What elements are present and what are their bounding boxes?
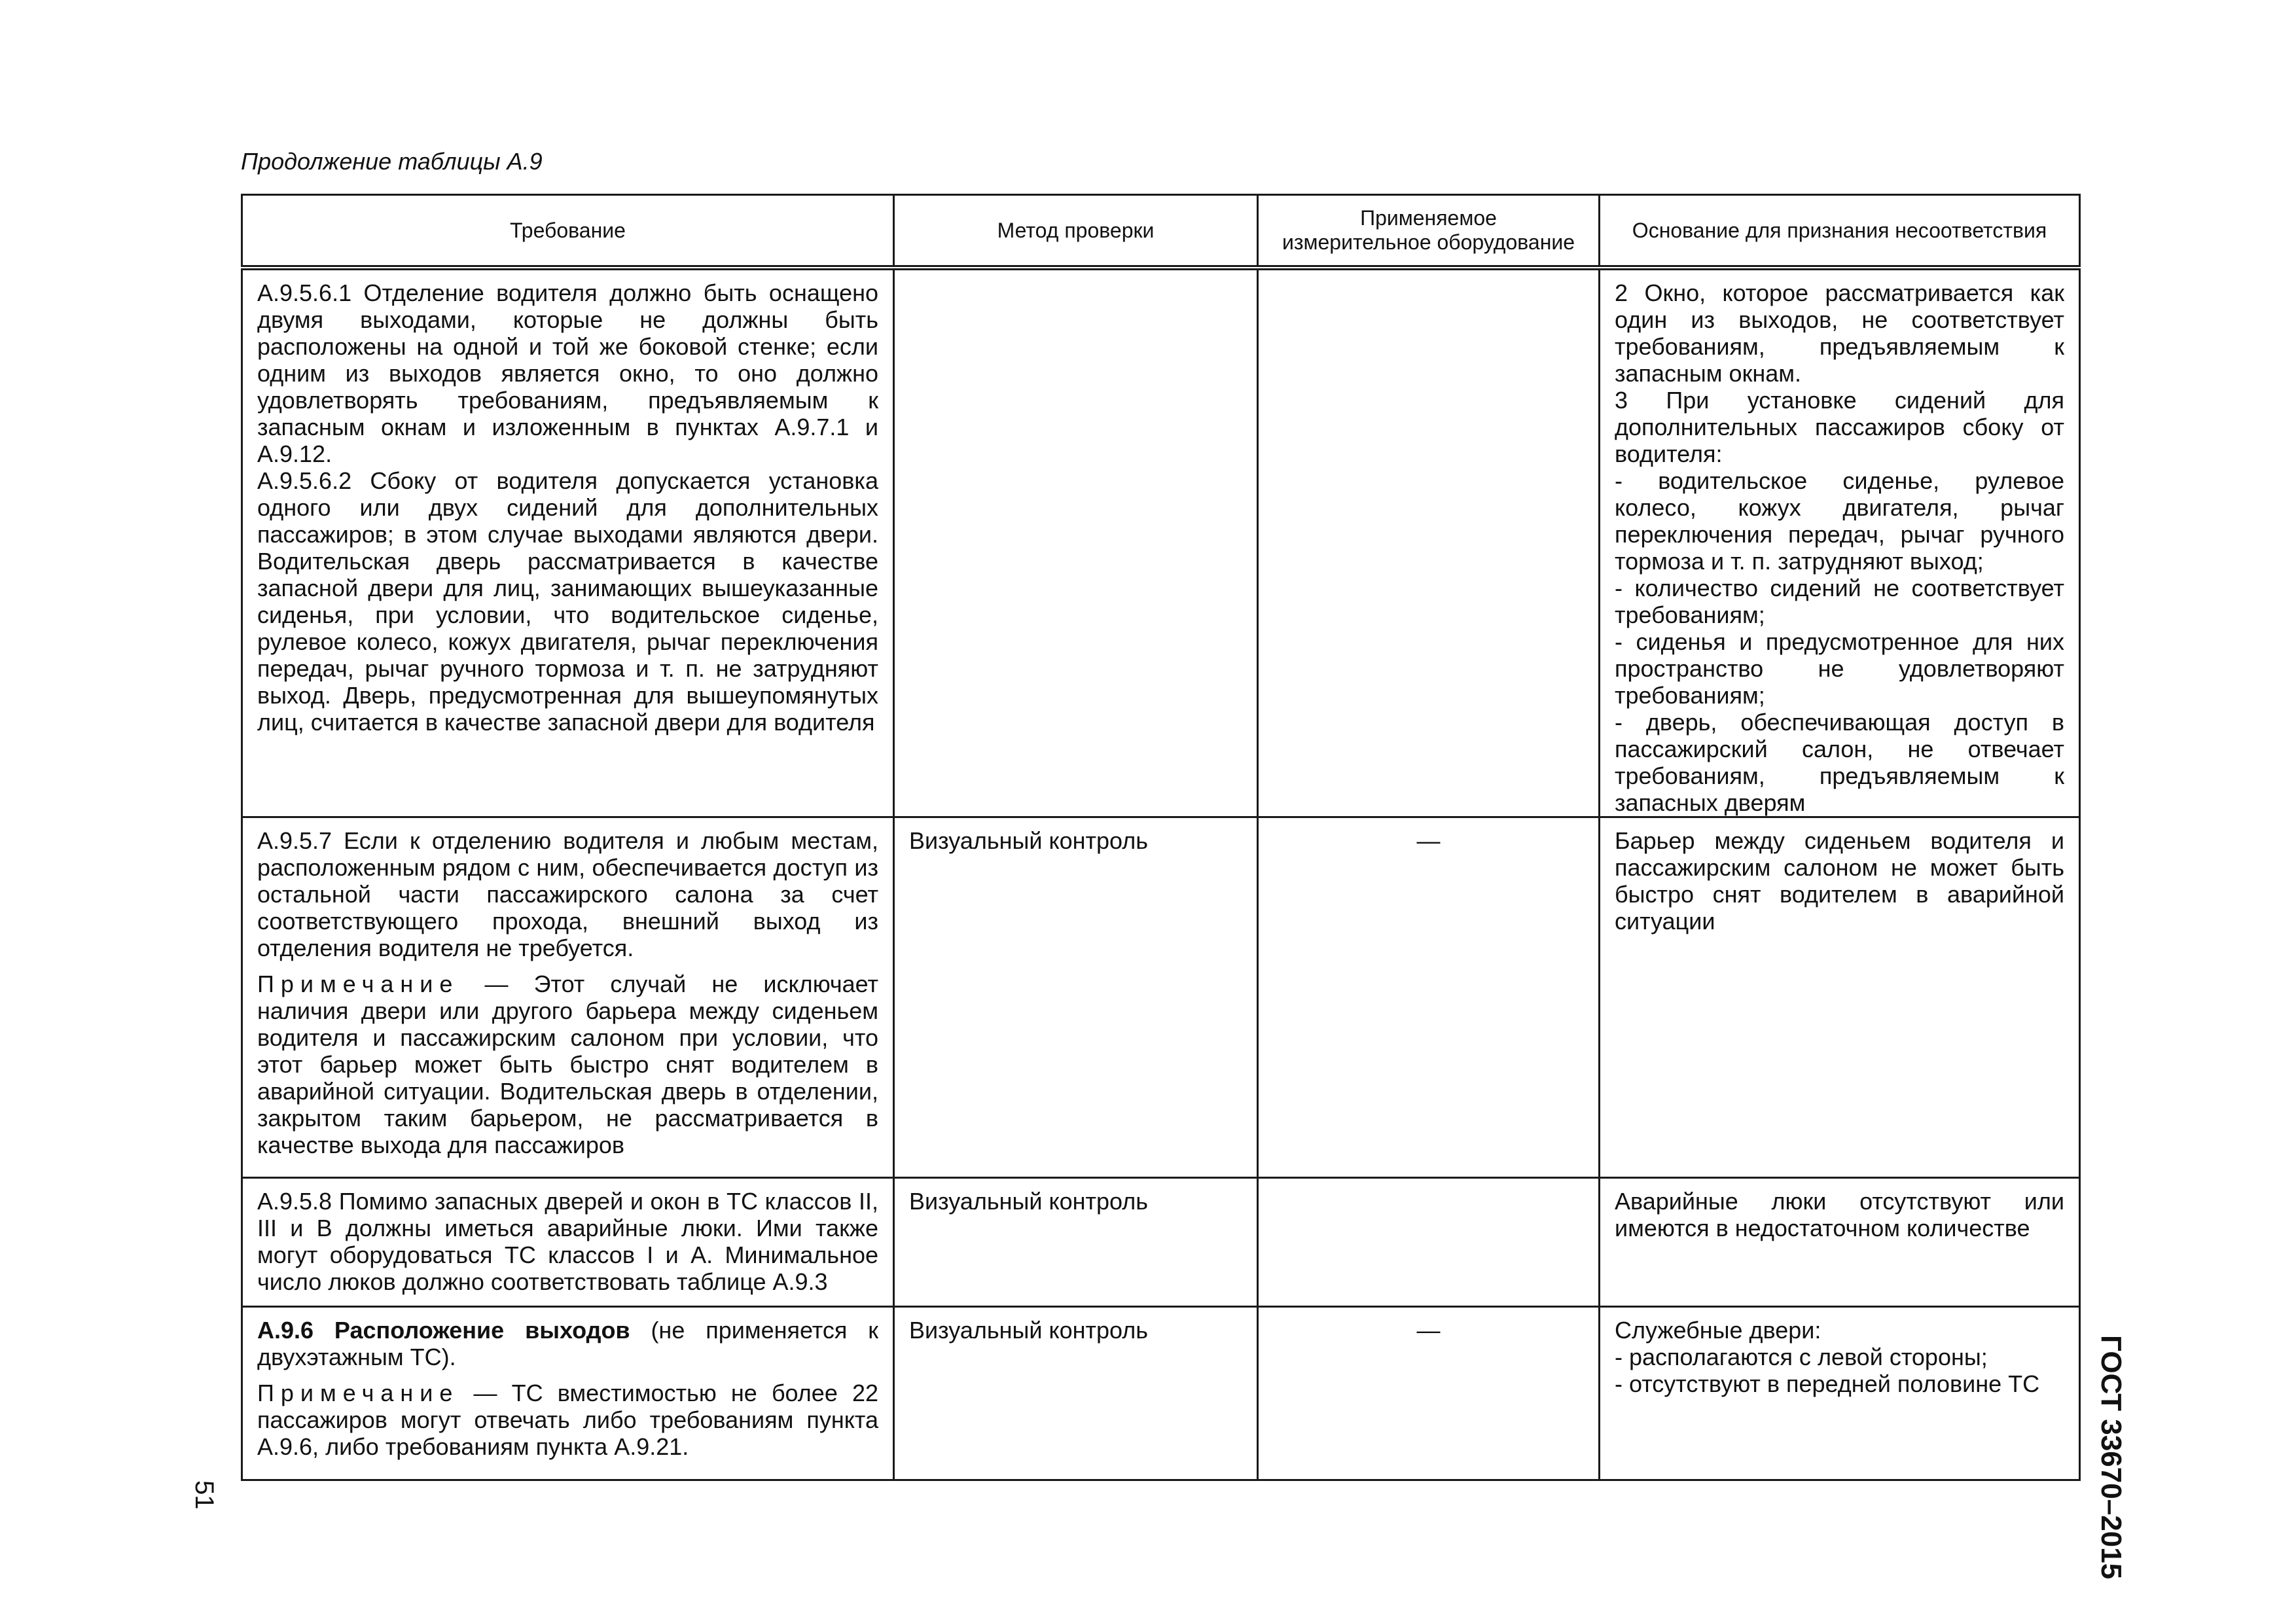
section-heading: А.9.6 Расположение выходов (257, 1317, 630, 1344)
requirements-table (241, 194, 2081, 1481)
table-header-row (242, 195, 2080, 268)
basis-line: 3 При установке сидений для дополнительных пассажиров сбоку от водителя: (1615, 387, 2064, 467)
basis-cell: Аварийные люки отсутствуют или имеются в недостаточном количестве (1600, 1178, 2080, 1307)
basis-line: - отсутствуют в передней половине ТС (1615, 1370, 2040, 1397)
basis-cell (1600, 1307, 2080, 1480)
basis-cell (1600, 268, 2080, 817)
table-caption: Продолжение таблицы А.9 (241, 148, 543, 175)
method-cell: Визуальный контроль (894, 1178, 1258, 1307)
basis-cell: Барьер между сиденьем водителя и пассажирским салоном не может быть быстро снят водителем в аварийной ситуации (1600, 817, 2080, 1178)
basis-line: - сиденья и предусмотренное для них пространство не удовлетворяют требованиям; (1615, 628, 2064, 709)
equipment-cell: — (1258, 817, 1600, 1178)
basis-line: - количество сидений не соответствует требованиям; (1615, 575, 2064, 628)
requirement-note (257, 1380, 878, 1460)
basis-line: 2 Окно, которое рассматривается как один из выходов, не соответствует требованиям, предъявляемым к запасным окнам. (1615, 279, 2064, 387)
header-method: Метод проверки (894, 195, 1258, 268)
requirement-paragraph: А.9.5.6.2 Сбоку от водителя допускается установка одного или двух сидений для дополнительных пассажиров; в этом случае выходами являются двери. Водительская дверь рассматривается в качестве запасной двери для лиц, занимающих вышеуказанные сиденья, при условии, что водительское сиденье, рулевое колесо, кожух двигателя, рычаг переключения передач, рычаг ручного тормоза и т. п. не затрудняют выход. Дверь, предусмотренная для вышеупомянутых лиц, считается в качестве запасной двери для водителя (257, 467, 878, 736)
header-equipment-line1: Применяемое (1360, 206, 1497, 230)
requirement-cell (242, 1178, 894, 1307)
method-cell: Визуальный контроль (894, 1307, 1258, 1480)
requirement-cell (242, 817, 894, 1178)
note-label: Примечание (257, 971, 459, 997)
equipment-cell (1258, 268, 1600, 817)
note-text: — ТС вместимостью не более 22 пассажиров могут отвечать либо требованиям пункта А.9.6, либо требованиям пункта А.9.21. (257, 1380, 878, 1460)
equipment-cell (1258, 1178, 1600, 1307)
document-number: ГОСТ 33670–2015 (2095, 1335, 2127, 1580)
header-equipment-line2: измерительное оборудование (1282, 230, 1575, 254)
basis-line: - водительское сиденье, рулевое колесо, кожух двигателя, рычаг переключения передач, рычаг ручного тормоза и т. п. затрудняют выход; (1615, 467, 2064, 575)
table-row (242, 268, 2080, 817)
basis-line: - дверь, обеспечивающая доступ в пассажирский салон, не отвечает требованиям, предъявляемым к запасных дверям (1615, 709, 2064, 816)
note-label: Примечание (257, 1380, 459, 1406)
equipment-cell: — (1258, 1307, 1600, 1480)
header-equipment (1258, 195, 1600, 268)
requirement-cell (242, 268, 894, 817)
note-text: — Этот случай не исключает наличия двери или другого барьера между сиденьем водителя и пассажирским салоном при условии, что этот барьер может быть быстро снят водителем в аварийной ситуации. Водительская дверь в отделении, закрытом таким барьером, не рассматривается в качестве выхода для пассажиров (257, 971, 878, 1158)
header-basis: Основание для признания несоответствия (1600, 195, 2080, 268)
requirement-paragraph: А.9.5.8 Помимо запасных дверей и окон в ТС классов II, III и В должны иметься аварийные люки. Ими также могут оборудоваться ТС классов I и А. Минимальное число люков должно соответствовать таблице А.9.3 (257, 1188, 878, 1295)
basis-line: - располагаются с левой стороны; (1615, 1344, 1988, 1370)
requirement-paragraph (257, 1317, 878, 1370)
table-row (242, 817, 2080, 1178)
requirement-paragraph: А.9.5.7 Если к отделению водителя и любым местам, расположенным рядом с ним, обеспечивается доступ из остальной части пассажирского салона за счет соответствующего прохода, внешний выход из отделения водителя не требуется. (257, 827, 878, 961)
requirement-cell (242, 1307, 894, 1480)
section-heading-rest: (не применяется к двухэтажным ТС). (257, 1317, 878, 1370)
requirement-paragraph: А.9.5.6.1 Отделение водителя должно быть оснащено двумя выходами, которые не должны быть расположены на одной и той же боковой стенке; если одним из выходов является окно, то оно должно удовлетворять требованиям, предъявляемым к запасным окнам и изложенным в пунктах А.9.7.1 и А.9.12. (257, 279, 878, 467)
table-row (242, 1307, 2080, 1480)
header-requirement: Требование (242, 195, 894, 268)
page-number: 51 (190, 1480, 219, 1510)
method-cell (894, 268, 1258, 817)
table-row (242, 1178, 2080, 1307)
requirement-note (257, 971, 878, 1158)
method-cell: Визуальный контроль (894, 817, 1258, 1178)
basis-line: Служебные двери: (1615, 1317, 1821, 1344)
